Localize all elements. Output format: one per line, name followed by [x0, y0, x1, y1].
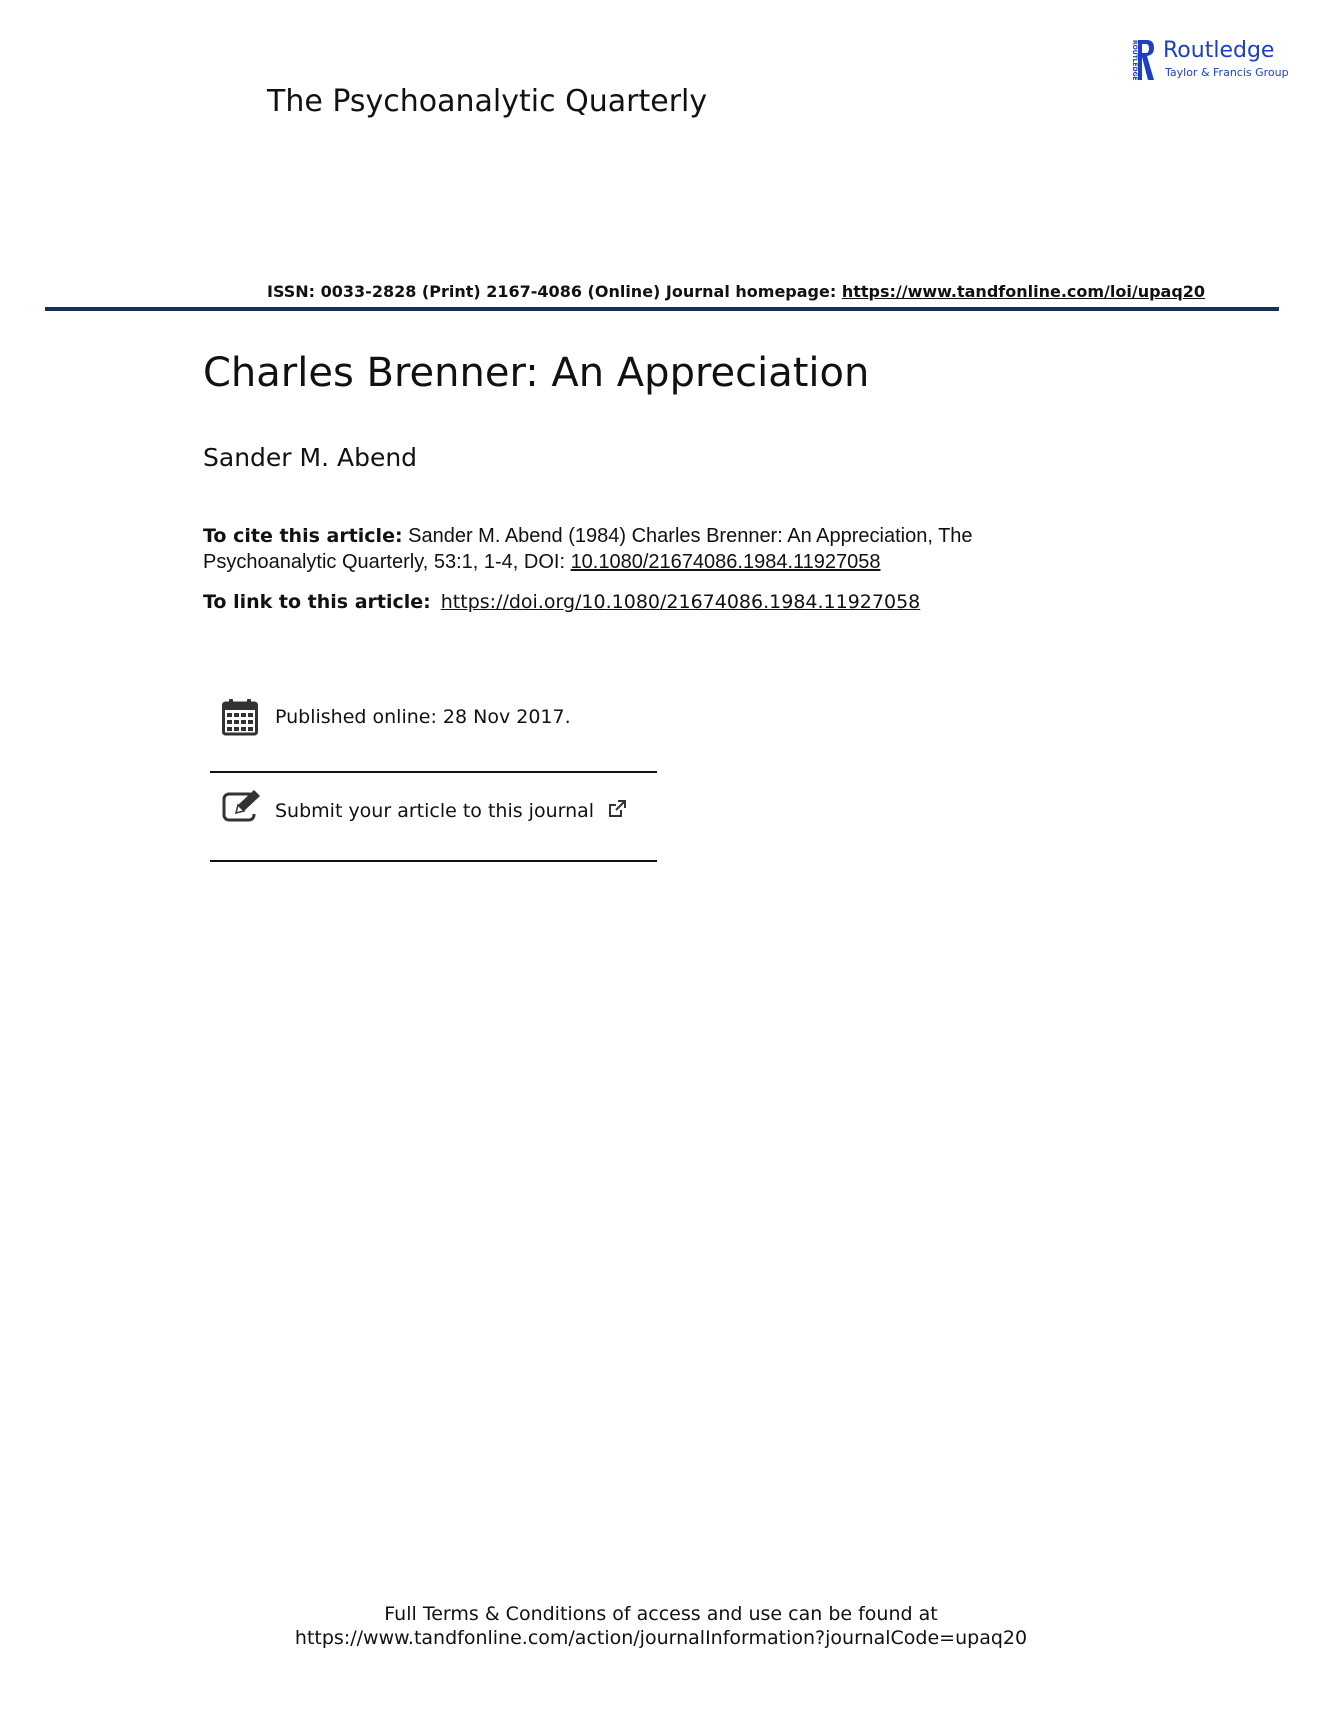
logo-name: Routledge — [1163, 38, 1275, 63]
article-doi-link[interactable]: https://doi.org/10.1080/21674086.1984.11927058 — [440, 591, 921, 613]
citation-block — [203, 523, 1103, 575]
citation-doi-link[interactable]: 10.1080/21674086.1984.11927058 — [570, 551, 881, 573]
citation-label: To cite this article: — [203, 525, 403, 547]
footer-line-1: Full Terms & Conditions of access and use can be found at — [384, 1603, 938, 1625]
issn-text: ISSN: 0033-2828 (Print) 2167-4086 (Online) Journal homepage: — [267, 282, 842, 301]
submit-article-text: Submit your article to this journal — [275, 800, 595, 822]
link-label: To link to this article: — [203, 591, 431, 613]
external-link-icon — [608, 800, 626, 818]
submit-article-link[interactable] — [275, 800, 626, 822]
publisher-logo[interactable] — [1127, 36, 1287, 86]
routledge-logo-icon — [1127, 38, 1155, 82]
logo-vertical-text: ROUTLEDGE — [1131, 40, 1138, 81]
citation-text: Sander M. Abend (1984) Charles Brenner: An Appreciation, The Psychoanalytic Quarterly, 53:1, 1-4, DOI: — [203, 525, 973, 573]
issn-line — [267, 282, 1205, 301]
footer-terms — [0, 1602, 1322, 1650]
article-title: Charles Brenner: An Appreciation — [203, 350, 870, 396]
divider-line — [210, 860, 657, 862]
journal-homepage-link[interactable]: https://www.tandfonline.com/loi/upaq20 — [841, 282, 1206, 301]
divider-line — [210, 771, 657, 773]
calendar-icon — [222, 698, 258, 736]
logo-subtitle: Taylor & Francis Group — [1165, 66, 1289, 79]
footer-terms-link[interactable]: https://www.tandfonline.com/action/journalInformation?journalCode=upaq20 — [294, 1627, 1028, 1649]
header-divider — [45, 307, 1279, 311]
published-online-text: Published online: 28 Nov 2017. — [275, 706, 571, 728]
article-link-block — [203, 591, 920, 613]
journal-title: The Psychoanalytic Quarterly — [267, 84, 708, 119]
edit-icon — [222, 788, 262, 822]
article-author: Sander M. Abend — [203, 443, 418, 472]
